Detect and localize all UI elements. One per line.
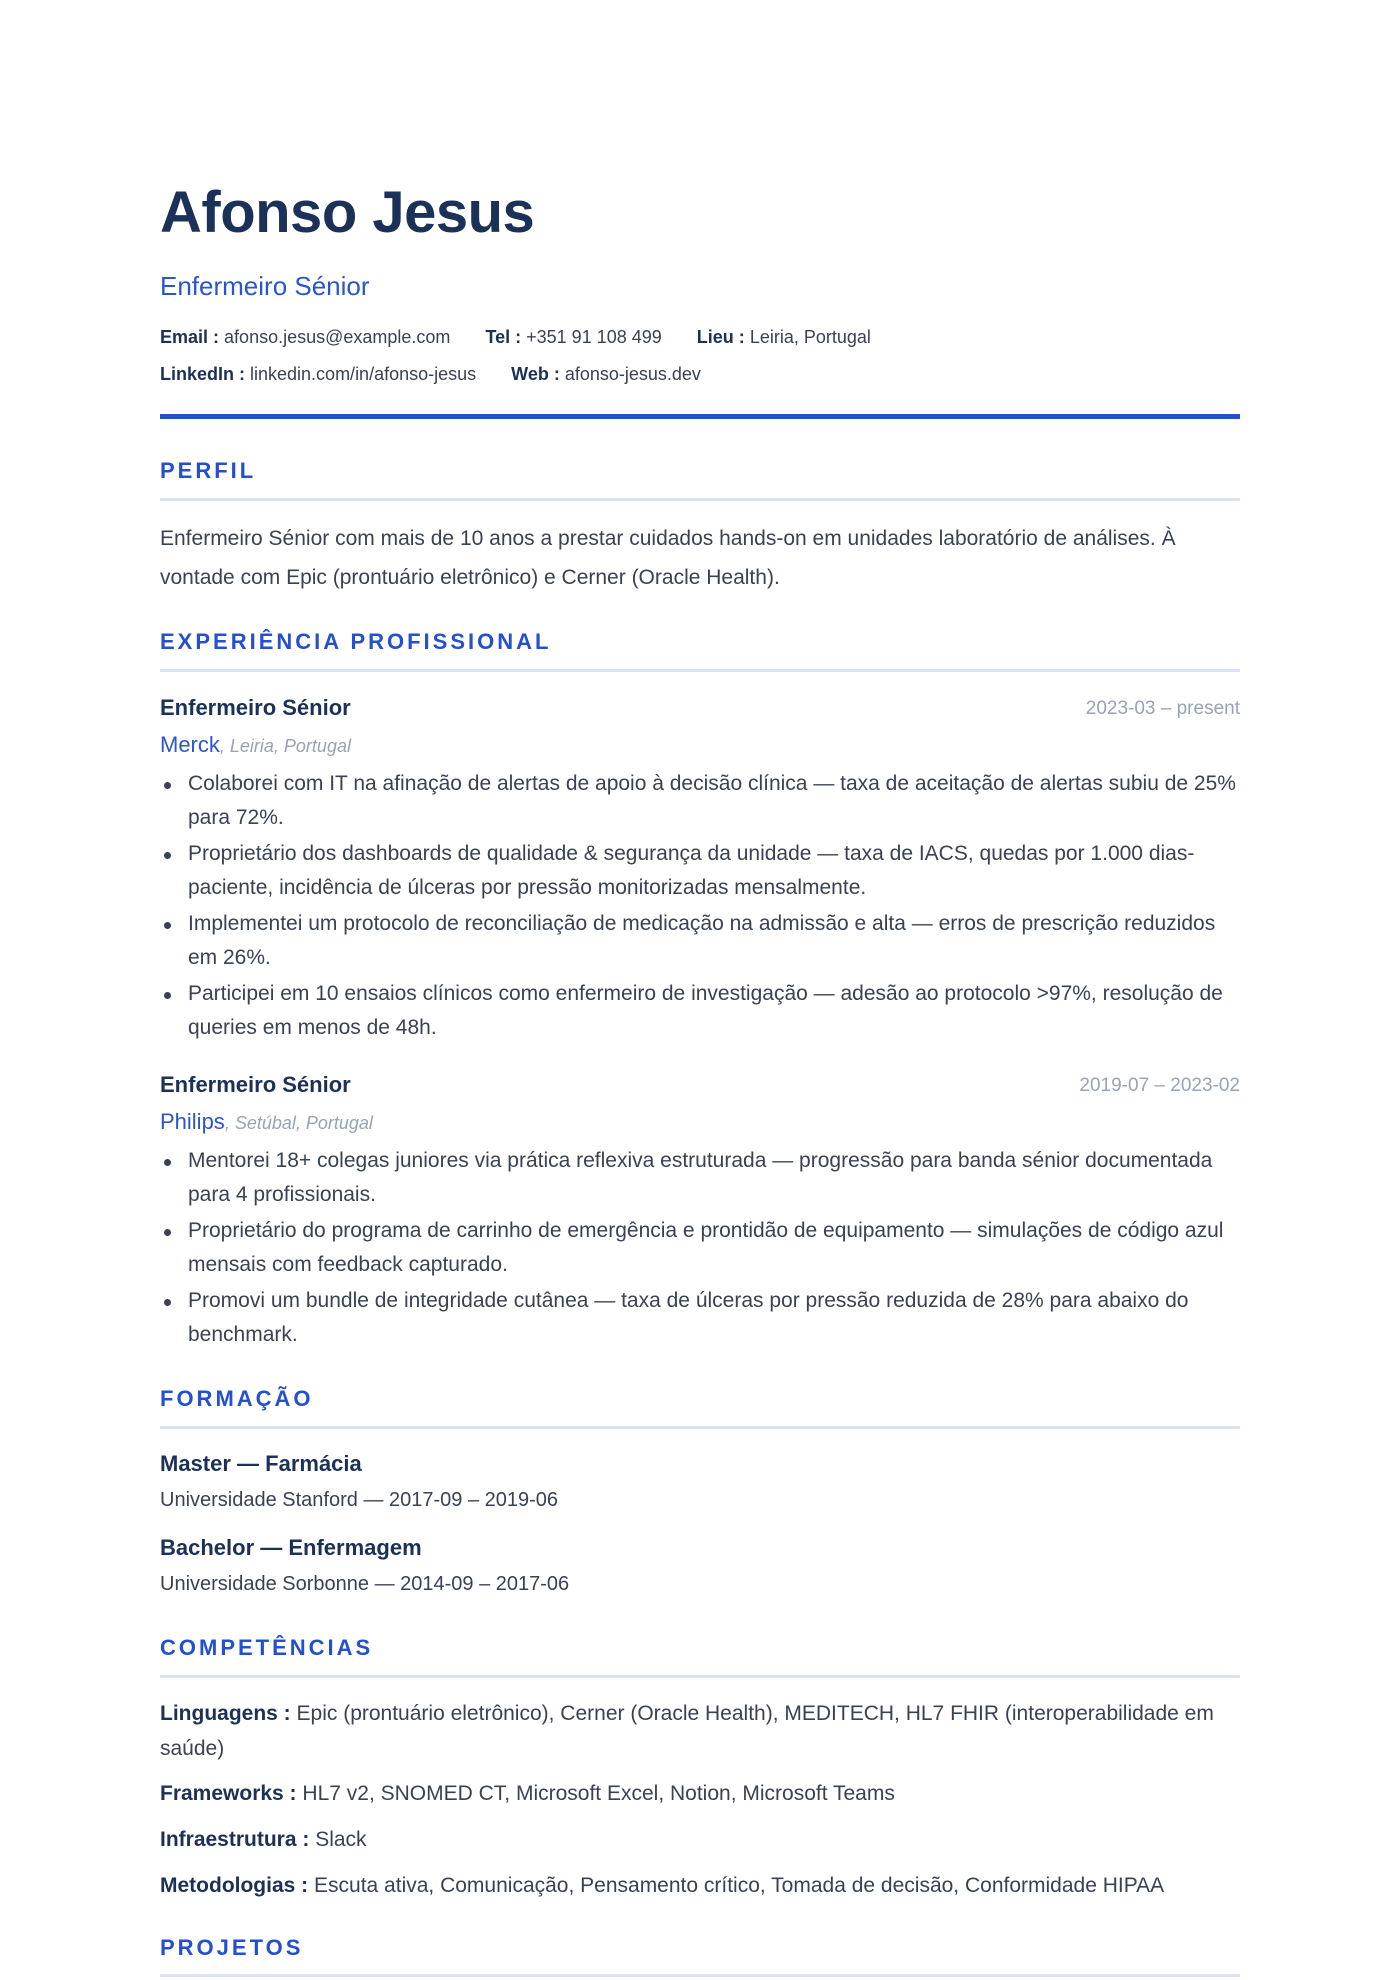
profile-summary: Enfermeiro Sénior com mais de 10 anos a prestar cuidados hands-on em unidades laboratório de análises. À vontade com Epic (prontuário eletrônico) e Cerner (Oracle Health).	[160, 527, 1176, 589]
skill-line-linguagens	[160, 1696, 1240, 1766]
web-label: Web :	[511, 364, 560, 384]
contact-linkedin[interactable]	[160, 362, 476, 386]
lieu-label: Lieu :	[696, 327, 745, 347]
skill-value: Escuta ativa, Comunicação, Pensamento crítico, Tomada de decisão, Conformidade HIPAA	[314, 1874, 1165, 1897]
email-label: Email :	[160, 327, 220, 347]
section-divider-projects	[160, 1974, 1240, 1977]
linkedin-label: LinkedIn :	[160, 364, 245, 384]
linkedin-value[interactable]: linkedin.com/in/afonso-jesus	[250, 364, 477, 384]
job-title: Enfermeiro Sénior	[160, 1072, 351, 1097]
job-bullet: Implementei um protocolo de reconciliação de medicação na admissão e alta — erros de prescrição reduzidos em 26%.	[160, 907, 1240, 975]
job-dates: 2019-07 – 2023-02	[1079, 1075, 1240, 1096]
job-bullet: Promovi um bundle de integridade cutânea — taxa de úlceras por pressão reduzida de 28% para abaixo do benchmark.	[160, 1284, 1240, 1352]
lieu-value: Leiria, Portugal	[749, 327, 871, 347]
candidate-role: Enfermeiro Sénior	[160, 271, 370, 301]
section-title-experience: EXPERIÊNCIA PROFISSIONAL	[160, 629, 552, 654]
job-bullets	[160, 1144, 1240, 1354]
section-divider-perfil	[160, 498, 1240, 501]
candidate-name: Afonso Jesus	[160, 180, 535, 245]
job-dates: 2023-03 – present	[1085, 698, 1240, 719]
job-bullet: Mentorei 18+ colegas juniores via prática reflexiva estruturada — progressão para banda sénior documentada para 4 profissionais.	[160, 1144, 1240, 1212]
skill-value: HL7 v2, SNOMED CT, Microsoft Excel, Notion, Microsoft Teams	[302, 1782, 895, 1805]
section-title-perfil: PERFIL	[160, 458, 257, 483]
skill-label: Frameworks :	[160, 1782, 297, 1805]
tel-label: Tel :	[485, 327, 522, 347]
job-bullet: Proprietário dos dashboards de qualidade & segurança da unidade — taxa de IACS, quedas por 1.000 dias-paciente, incidência de úlceras por pressão monitorizadas mensalmente.	[160, 837, 1240, 905]
job-bullet: Proprietário do programa de carrinho de emergência e prontidão de equipamento — simulações de código azul mensais com feedback capturado.	[160, 1214, 1240, 1282]
contact-location	[697, 325, 871, 349]
contact-row-1	[160, 325, 901, 349]
job-company	[160, 731, 351, 762]
job-title: Enfermeiro Sénior	[160, 695, 351, 720]
education-detail: Universidade Stanford — 2017-09 – 2019-06	[160, 1489, 559, 1511]
header-divider	[160, 414, 1240, 419]
skill-value: Epic (prontuário eletrônico), Cerner (Oracle Health), MEDITECH, HL7 FHIR (interoperabilidade em saúde)	[160, 1702, 1214, 1760]
company-location: , Setúbal, Portugal	[224, 1113, 373, 1133]
skill-label: Infraestrutura :	[160, 1828, 310, 1851]
job-bullet: Colaborei com IT na afinação de alertas de apoio à decisão clínica — taxa de aceitação de alertas subiu de 25% para 72%.	[160, 767, 1240, 835]
section-divider-skills	[160, 1675, 1240, 1678]
skill-label: Linguagens :	[160, 1702, 291, 1725]
job-bullet: Participei em 10 ensaios clínicos como enfermeiro de investigação — adesão ao protocolo >97%, resolução de queries em menos de 48h.	[160, 977, 1240, 1045]
job-bullets	[160, 767, 1240, 1047]
company-name: Philips	[160, 1109, 225, 1134]
web-value[interactable]: afonso-jesus.dev	[564, 364, 701, 384]
company-location: , Leiria, Portugal	[219, 736, 351, 756]
education-degree: Master — Farmácia	[160, 1451, 362, 1476]
company-name: Merck	[160, 732, 220, 757]
contact-phone[interactable]	[485, 325, 661, 349]
section-divider-experience	[160, 669, 1240, 672]
contact-web[interactable]	[511, 362, 701, 386]
tel-value[interactable]: +351 91 108 499	[526, 327, 662, 347]
skill-label: Metodologias :	[160, 1874, 309, 1897]
job-company	[160, 1108, 373, 1139]
contact-email[interactable]	[160, 325, 450, 349]
skill-line-metodologias	[160, 1868, 1240, 1903]
contact-row-2	[160, 362, 731, 386]
skill-line-frameworks	[160, 1776, 1240, 1811]
section-title-skills: COMPETÊNCIAS	[160, 1635, 374, 1660]
education-detail: Universidade Sorbonne — 2014-09 – 2017-06	[160, 1573, 570, 1595]
education-degree: Bachelor — Enfermagem	[160, 1535, 422, 1560]
skill-value: Slack	[315, 1828, 367, 1851]
skill-line-infraestrutura	[160, 1822, 1240, 1857]
section-title-education: FORMAÇÃO	[160, 1386, 314, 1411]
section-title-projects: PROJETOS	[160, 1935, 304, 1960]
section-divider-education	[160, 1426, 1240, 1429]
email-value[interactable]: afonso.jesus@example.com	[224, 327, 451, 347]
